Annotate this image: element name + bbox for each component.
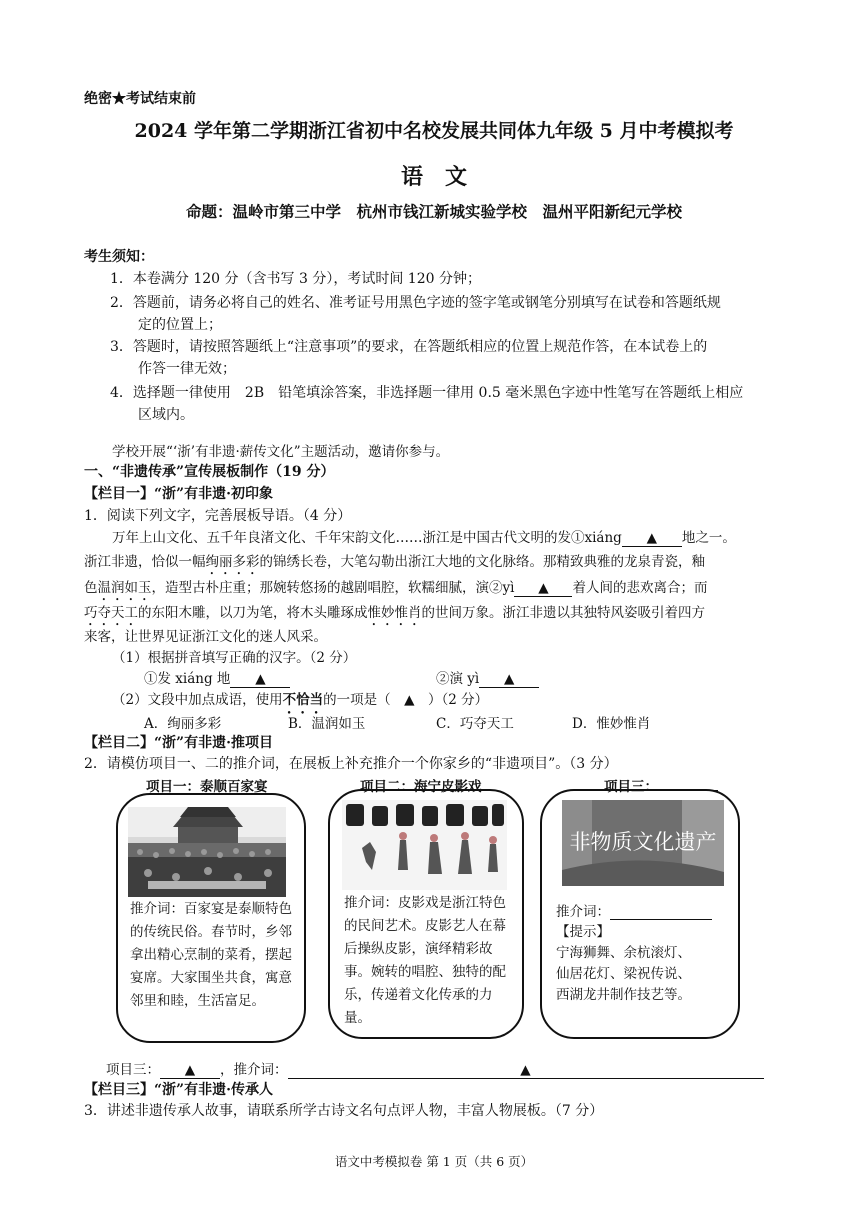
recommendation-blank: ▲ — [288, 1064, 764, 1079]
question-1: 1．阅读下列文字，完善展板导语。（4 分） — [84, 508, 352, 524]
shadow-puppet-image — [342, 800, 507, 890]
pinyin-item-1: ①发 xiáng 地 ▲ — [144, 667, 290, 688]
intro-text: 学校开展“‘浙’有非遗·薪传文化”主题活动，邀请你参与。 — [112, 444, 450, 460]
answer-line: 项目三： ▲ ，推介词： ▲ — [106, 1058, 764, 1079]
option-b: B．温润如玉 — [288, 716, 366, 732]
emphasis-text: 不恰当 — [282, 692, 324, 708]
answer-blank: ▲ — [230, 673, 290, 688]
notice-item: 2．答题前，请务必将自己的姓名、准考证号用黑色字迹的签字笔或钢笔分别填写在试卷和答题纸规 — [110, 295, 721, 311]
sub-question-2: （2）文段中加点成语，使用不恰当的一项是（ ▲ ）（2 分） — [112, 692, 489, 708]
passage-line: 巧夺天工的东阳木雕，以刀为笔，将木头雕琢成惟妙惟肖的世间万象。浙江非遗以其独特风姿吸引着四方 — [84, 605, 705, 621]
notice-item: 区域内。 — [138, 407, 194, 423]
heritage-banner-text: 非物质文化遗产 — [569, 830, 717, 854]
sub-question-1: （1）根据拼音填写正确的汉字。（2 分） — [112, 650, 357, 666]
secret-label: 绝密★考试结束前 — [84, 91, 196, 107]
project-two-label: 项目二：海宁皮影戏 — [360, 779, 482, 795]
project-name-blank: ▲ — [160, 1064, 220, 1079]
blank-2: ▲ — [514, 582, 572, 597]
notice-item: 定的位置上； — [138, 317, 222, 333]
answer-blank: ▲ — [479, 673, 539, 688]
exam-title: 2024 学年第二学期浙江省初中名校发展共同体九年级 5 月中考模拟考 — [134, 120, 734, 142]
hint-line: 宁海狮舞、余杭滚灯、 — [556, 945, 691, 961]
card-1-text: 推介词：百家宴是泰顺特色的传统民俗。春节时，乡邻拿出精心烹制的菜肴，摆起宴席。大家围坐共食，寓意邻里和睦，生活富足。 — [130, 901, 292, 1009]
dotted-idiom: 巧夺天工 — [84, 605, 138, 621]
banquet-photo — [128, 807, 286, 897]
notice-item: 3．答题时，请按照答题纸上“注意事项”的要求，在答题纸相应的位置上规范作答，在本试卷上的 — [110, 339, 708, 355]
notice-item: 1．本卷满分 120 分（含书写 3 分），考试时间 120 分钟； — [110, 271, 481, 287]
hint-line: 仙居花灯、梁祝传说、 — [556, 966, 691, 982]
passage-line: 色温润如玉，造型古朴庄重；那婉转悠扬的越剧唱腔，软糯细腻，演②yì ▲ 着人间的悲欢离合；而 — [84, 580, 708, 596]
pinyin-item-2: ②演 yì ▲ — [436, 667, 539, 688]
authors: 命题：温岭市第三中学 杭州市钱江新城实验学校 温州平阳新纪元学校 — [185, 203, 682, 221]
column-three-title: 【栏目三】“浙”有非遗·传承人 — [84, 1082, 273, 1098]
question-2: 2．请模仿项目一、二的推介词，在展板上补充推介一个你家乡的“非遗项目”。（3 分） — [84, 756, 618, 772]
page-footer: 语文中考模拟卷 第 1 页（共 6 页） — [334, 1154, 534, 1169]
dotted-idiom: 惟妙惟肖 — [367, 605, 422, 621]
blank-1: ▲ — [622, 532, 682, 547]
project-three-label: 项目三： — [604, 775, 718, 795]
heritage-banner-image — [562, 800, 724, 886]
notice-heading: 考生须知： — [84, 249, 154, 265]
notice-item: 作答一律无效； — [138, 361, 236, 377]
option-a: A．绚丽多彩 — [144, 716, 222, 732]
subject-title: 语 文 — [400, 164, 467, 190]
column-one-title: 【栏目一】“浙”有非遗·初印象 — [84, 486, 273, 502]
option-c: C．巧夺天工 — [436, 716, 514, 732]
card-3-label: 推介词： — [556, 900, 712, 920]
dotted-idiom: 温润如玉 — [97, 580, 152, 596]
passage-line: 万年上山文化、五千年良渚文化、千年宋韵文化……浙江是中国古代文明的发①xiáng ▲ 地之一。 — [112, 530, 736, 546]
dotted-idiom: 绚丽多彩 — [205, 554, 260, 570]
question-3: 3．讲述非遗传承人故事，请联系所学古诗文名句点评人物，丰富人物展板。（7 分） — [84, 1103, 604, 1119]
passage-line: 来客，让世界见证浙江文化的迷人风采。 — [84, 629, 327, 645]
passage-line: 浙江非遗，恰似一幅绚丽多彩的锦绣长卷，大笔勾勒出浙江大地的文化脉络。那精致典雅的龙泉青瓷，釉 — [84, 554, 705, 570]
notice-item: 4．选择题一律使用 2B 铅笔填涂答案，非选择题一律用 0.5 毫米黑色字迹中性笔写在答题纸上相应 — [110, 385, 744, 401]
option-d: D．惟妙惟肖 — [572, 716, 651, 732]
hint-line: 西湖龙井制作技艺等。 — [556, 987, 691, 1003]
card-2-text: 推介词：皮影戏是浙江特色的民间艺术。皮影艺人在幕后操纵皮影，演绎精彩故事。婉转的唱腔、独特的配乐，传递着文化传承的力量。 — [344, 895, 506, 1026]
section-heading: 一、“非遗传承”宣传展板制作（19 分） — [84, 464, 335, 480]
project-one-label: 项目一：泰顺百家宴 — [146, 779, 268, 795]
hint-heading: 【提示】 — [556, 924, 610, 940]
column-two-title: 【栏目二】“浙”有非遗·推项目 — [84, 735, 273, 751]
